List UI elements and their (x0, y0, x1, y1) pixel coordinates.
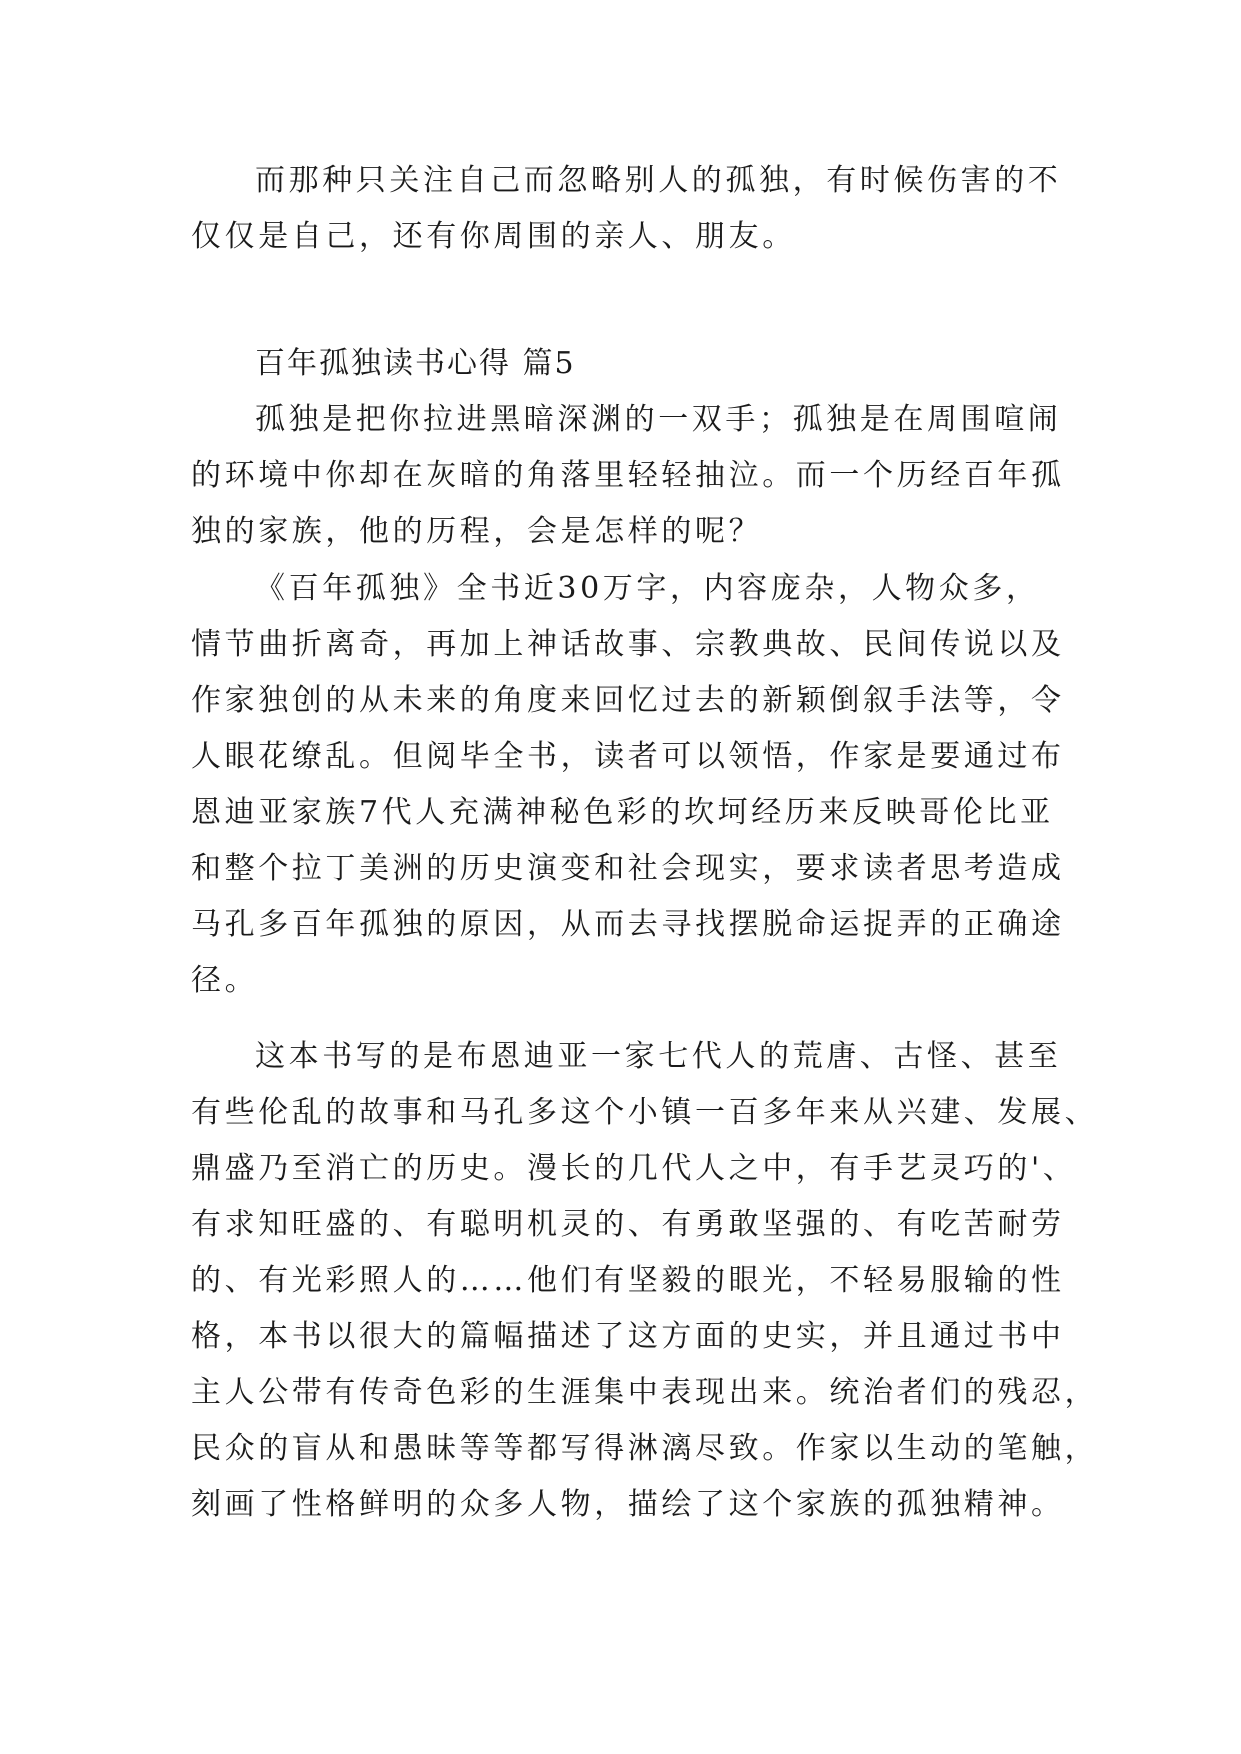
paragraph-3-line-3: 作家独创的从未来的角度来回忆过去的新颖倒叙手法等，令 (191, 683, 1065, 718)
paragraph-4-line-4: 有求知旺盛的、有聪明机灵的、有勇敢坚强的、有吃苦耐劳 (191, 1207, 1065, 1242)
paragraph-3-line-6: 和整个拉丁美洲的历史演变和社会现实，要求读者思考造成 (191, 851, 1065, 886)
paragraph-3-line-4: 人眼花缭乱。但阅毕全书，读者可以领悟，作家是要通过布 (191, 739, 1065, 774)
paragraph-2-line-3: 独的家族，他的历程，会是怎样的呢？ (191, 514, 763, 549)
paragraph-4-line-7: 主人公带有传奇色彩的生涯集中表现出来。统治者们的残忍， (191, 1375, 1099, 1410)
paragraph-3-line-2: 情节曲折离奇，再加上神话故事、宗教典故、民间传说以及 (191, 627, 1065, 662)
paragraph-2-line-2: 的环境中你却在灰暗的角落里轻轻抽泣。而一个历经百年孤 (191, 458, 1065, 493)
paragraph-4-line-1: 这本书写的是布恩迪亚一家七代人的荒唐、古怪、甚至 (255, 1039, 1062, 1074)
paragraph-1-line-2: 仅仅是自己，还有你周围的亲人、朋友。 (191, 219, 796, 254)
paragraph-2-line-1: 孤独是把你拉进黑暗深渊的一双手；孤独是在周围喧闹 (255, 402, 1062, 437)
paragraph-4-line-5: 的、有光彩照人的……他们有坚毅的眼光，不轻易服输的性 (191, 1263, 1065, 1298)
paragraph-3-line-5: 恩迪亚家族7代人充满神秘色彩的坎坷经历来反映哥伦比亚 (191, 795, 1054, 830)
paragraph-1-line-1: 而那种只关注自己而忽略别人的孤独，有时候伤害的不 (255, 163, 1062, 198)
paragraph-3-line-7: 马孔多百年孤独的原因，从而去寻找摆脱命运捉弄的正确途 (191, 907, 1065, 942)
paragraph-4-line-2: 有些伦乱的故事和马孔多这个小镇一百多年来从兴建、发展、 (191, 1095, 1099, 1130)
paragraph-4-line-3: 鼎盛乃至消亡的历史。漫长的几代人之中，有手艺灵巧的'、 (191, 1151, 1077, 1186)
paragraph-4-line-9: 刻画了性格鲜明的众多人物，描绘了这个家族的孤独精神。 (191, 1487, 1065, 1522)
section-heading: 百年孤独读书心得 篇5 (255, 346, 576, 381)
paragraph-3-line-8: 径。 (191, 963, 259, 998)
paragraph-4-line-8: 民众的盲从和愚昧等等都写得淋漓尽致。作家以生动的笔触， (191, 1431, 1099, 1466)
paragraph-4-line-6: 格，本书以很大的篇幅描述了这方面的史实，并且通过书中 (191, 1319, 1065, 1354)
paragraph-3-line-1: 《百年孤独》全书近30万字，内容庞杂，人物众多， (255, 571, 1040, 606)
